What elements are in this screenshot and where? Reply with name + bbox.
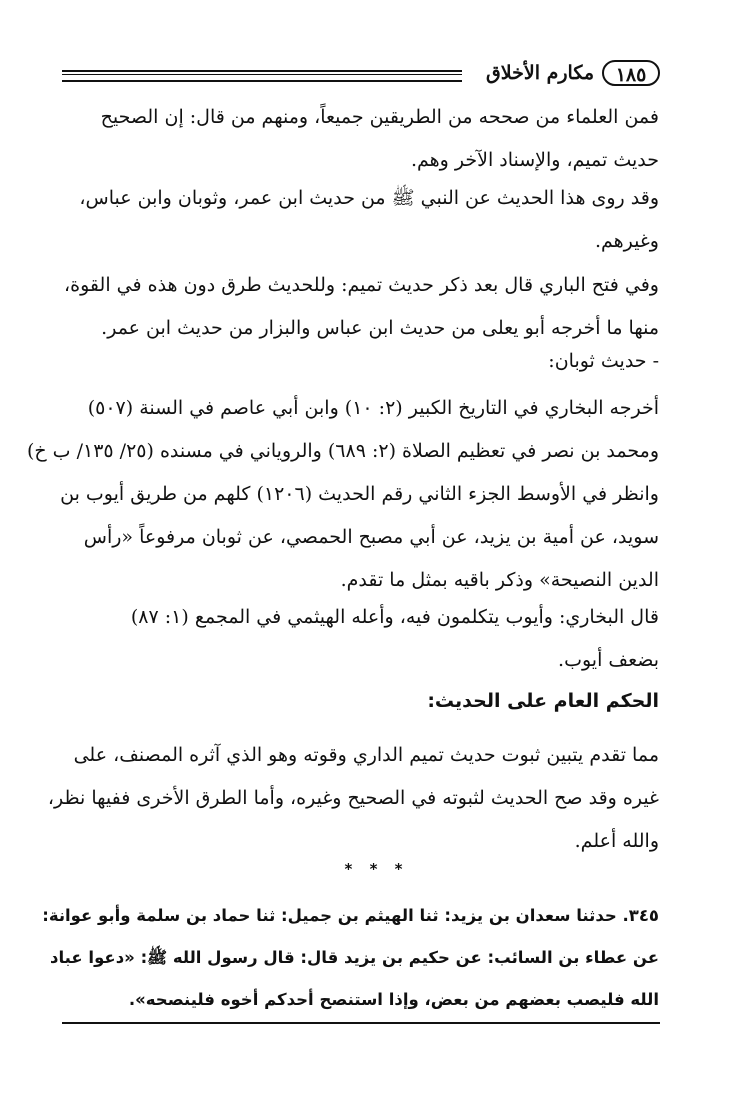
text-line: حديث تميم، والإسناد الآخر وهم. — [410, 149, 659, 171]
section-heading: الحكم العام على الحديث: — [427, 690, 659, 712]
text-line: بضعف أيوب. — [558, 649, 659, 671]
paragraph — [26, 387, 659, 602]
text-line: غيره وقد صح الحديث لثبوته في الصحيح وغيره، وأما الطرق الأخرى ففيها نظر، — [47, 787, 659, 809]
text-line: وقد روى هذا الحديث عن النبي ﷺ من حديث ابن عمر، وثوبان وابن عباس، — [79, 187, 659, 209]
page-header — [62, 58, 660, 92]
paragraph — [64, 596, 659, 682]
text-line: ومحمد بن نصر في تعظيم الصلاة (٢: ٦٨٩) والروياني في مسنده (٢٥/ ١٣٥/ ب خ) — [26, 440, 659, 462]
text-line: فمن العلماء من صححه من الطريقين جميعاً، ومنهم من قال: إن الصحيح — [100, 106, 659, 128]
footer-rule — [62, 1022, 660, 1024]
paragraph — [47, 734, 659, 863]
text-line: أخرجه البخاري في التاريخ الكبير (٢: ١٠) وابن أبي عاصم في السنة (٥٠٧) — [87, 397, 659, 419]
hadith-text — [42, 895, 659, 1021]
page-number-badge: ١٨٥ — [602, 60, 660, 86]
book-title: مكارم الأخلاق — [486, 62, 594, 84]
paragraph — [64, 96, 659, 182]
text-line: قال البخاري: وأيوب يتكلمون فيه، وأعله الهيثمي في المجمع (١: ٨٧) — [130, 606, 659, 628]
header-rule — [62, 70, 462, 82]
text-line: - حديث ثوبان: — [548, 350, 659, 372]
text-line: والله أعلم. — [574, 830, 659, 852]
paragraph — [64, 264, 659, 350]
text-line: سويد، عن أمية بن يزيد، عن أبي مصبح الحمصي، عن ثوبان مرفوعاً «رأس — [83, 526, 659, 548]
text-line: وانظر في الأوسط الجزء الثاني رقم الحديث (١٢٠٦) كلهم من طريق أيوب بن — [60, 483, 659, 505]
text-line: مما تقدم يتبين ثبوت حديث تميم الداري وقوته وهو الذي آثره المصنف، على — [73, 744, 659, 766]
hadith-line: ٣٤٥. حدثنا سعدان بن يزيد: ثنا الهيثم بن جميل: ثنا حماد بن سلمة وأبو عوانة: — [42, 906, 659, 925]
hadith-line: عن عطاء بن السائب: عن حكيم بن يزيد قال: قال رسول الله ﷺ: «دعوا عباد — [50, 948, 659, 967]
text-line: الدين النصيحة» وذكر باقيه بمثل ما تقدم. — [340, 569, 659, 591]
text-line: وفي فتح الباري قال بعد ذكر حديث تميم: وللحديث طرق دون هذه في القوة، — [64, 274, 659, 296]
text-line: منها ما أخرجه أبو يعلى من حديث ابن عباس والبزار من حديث ابن عمر. — [101, 317, 659, 339]
paragraph — [64, 340, 659, 383]
hadith-line: الله فليصب بعضهم من بعض، وإذا استنصح أحدكم أخوه فلينصحه». — [128, 990, 659, 1009]
text-line: وغيرهم. — [594, 230, 659, 252]
section-separator: * * * — [344, 860, 409, 878]
paragraph — [64, 177, 659, 263]
